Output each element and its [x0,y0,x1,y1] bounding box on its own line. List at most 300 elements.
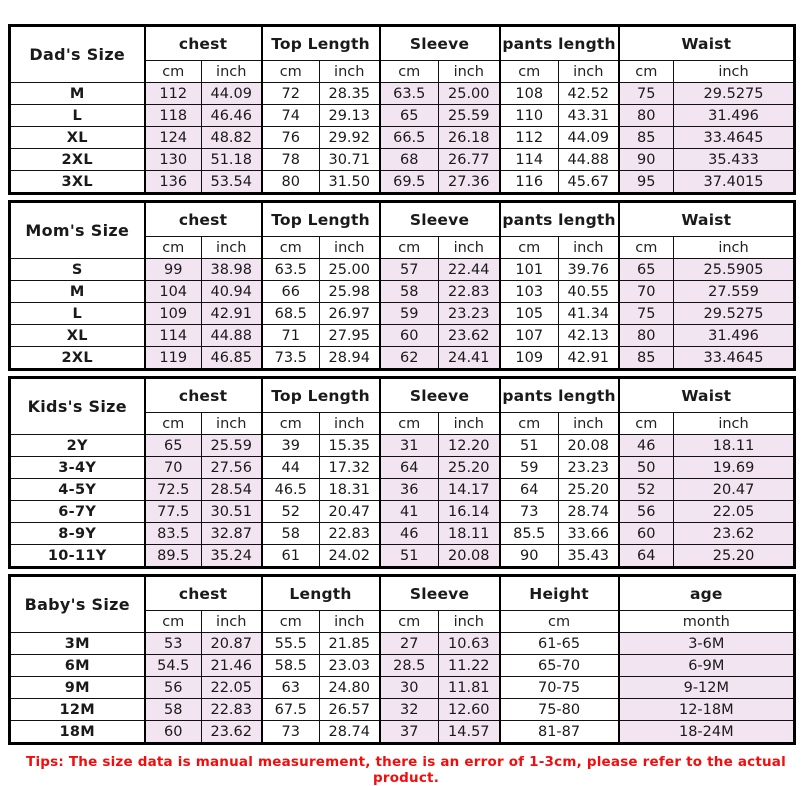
unit-header: cm [145,611,202,633]
size-value-cell: 44.88 [202,325,262,347]
size-value-cell: 112 [500,127,559,149]
column-group-header: Waist [619,202,795,237]
size-value-cell: 90 [619,149,674,171]
column-group-header: Top Length [262,202,380,237]
section-title: Kids's Size [10,378,145,435]
size-value-cell: 65 [145,435,202,457]
size-value-cell: 40.94 [202,281,262,303]
size-value-cell: 35.24 [202,545,262,568]
size-value-cell: 52 [619,479,674,501]
size-value-cell: 53.54 [202,171,262,194]
unit-header: inch [674,413,795,435]
unit-header: cm [619,237,674,259]
size-value-cell: 59 [500,457,559,479]
size-value-cell: 30.71 [320,149,380,171]
size-value-cell: 107 [500,325,559,347]
size-value-cell: 48.82 [202,127,262,149]
row-size-label: 6-7Y [10,501,145,523]
size-value-cell: 35.433 [674,149,795,171]
row-size-label: S [10,259,145,281]
size-value-cell: 103 [500,281,559,303]
table-row [10,479,795,501]
size-value-cell: 28.94 [320,347,380,370]
size-value-cell: 23.62 [674,523,795,545]
size-value-cell: 18-24M [619,721,795,744]
table-row [10,677,795,699]
table-row [10,457,795,479]
size-value-cell: 46 [380,523,439,545]
row-size-label: 2XL [10,149,145,171]
row-size-label: 2Y [10,435,145,457]
row-size-label: 6M [10,655,145,677]
column-group-header: chest [145,202,262,237]
section-title: Dad's Size [10,26,145,83]
size-value-cell: 101 [500,259,559,281]
size-value-cell: 80 [262,171,320,194]
column-group-header: Sleeve [380,26,500,61]
table-row [10,347,795,370]
size-value-cell: 58 [145,699,202,721]
size-value-cell: 28.54 [202,479,262,501]
table-row [10,171,795,194]
size-value-cell: 37 [380,721,439,744]
table-row [10,127,795,149]
size-value-cell: 31 [380,435,439,457]
row-size-label: XL [10,127,145,149]
unit-header: inch [320,237,380,259]
size-value-cell: 28.74 [320,721,380,744]
size-value-cell: 56 [145,677,202,699]
size-value-cell: 50 [619,457,674,479]
size-value-cell: 70 [619,281,674,303]
size-value-cell: 85 [619,127,674,149]
unit-header: inch [674,237,795,259]
unit-header: cm [380,611,439,633]
size-value-cell: 27.36 [439,171,500,194]
column-group-header: chest [145,576,262,611]
unit-header: inch [320,413,380,435]
size-value-cell: 31.496 [674,105,795,127]
unit-header: cm [145,413,202,435]
size-value-cell: 114 [145,325,202,347]
row-size-label: 18M [10,721,145,744]
size-value-cell: 46.5 [262,479,320,501]
size-value-cell: 112 [145,83,202,105]
size-value-cell: 66 [262,281,320,303]
size-value-cell: 54.5 [145,655,202,677]
table-row [10,281,795,303]
size-value-cell: 53 [145,633,202,655]
size-value-cell: 41 [380,501,439,523]
size-value-cell: 70 [145,457,202,479]
size-value-cell: 63.5 [262,259,320,281]
size-value-cell: 73.5 [262,347,320,370]
size-value-cell: 105 [500,303,559,325]
size-value-cell: 69.5 [380,171,439,194]
kids-s-size-table [8,376,796,569]
size-value-cell: 22.83 [320,523,380,545]
table-row [10,545,795,568]
size-value-cell: 18.31 [320,479,380,501]
column-group-header: Waist [619,378,795,413]
size-value-cell: 20.87 [202,633,262,655]
size-value-cell: 62 [380,347,439,370]
table-row [10,303,795,325]
tips-text: Tips: The size data is manual measurement, there is an error of 1-3cm, please refer to the actual product. [26,754,786,786]
size-value-cell: 73 [262,721,320,744]
size-value-cell: 25.20 [674,545,795,568]
table-row [10,325,795,347]
size-value-cell: 15.35 [320,435,380,457]
size-value-cell: 22.83 [439,281,500,303]
size-value-cell: 42.13 [559,325,619,347]
size-value-cell: 39.76 [559,259,619,281]
unit-header: cm [619,413,674,435]
size-value-cell: 26.97 [320,303,380,325]
column-group-header: chest [145,378,262,413]
size-value-cell: 44.88 [559,149,619,171]
size-value-cell: 32 [380,699,439,721]
size-value-cell: 70-75 [500,677,619,699]
row-size-label: 10-11Y [10,545,145,568]
baby-s-size-table [8,574,796,745]
column-group-header: Sleeve [380,202,500,237]
size-value-cell: 46.85 [202,347,262,370]
size-value-cell: 75-80 [500,699,619,721]
column-group-header: age [619,576,795,611]
size-value-cell: 63.5 [380,83,439,105]
size-value-cell: 72.5 [145,479,202,501]
size-value-cell: 3-6M [619,633,795,655]
size-value-cell: 27.56 [202,457,262,479]
size-value-cell: 25.20 [559,479,619,501]
mom-s-size-table [8,200,796,371]
column-group-header: pants length [500,378,619,413]
size-value-cell: 95 [619,171,674,194]
size-value-cell: 25.00 [439,83,500,105]
size-value-cell: 64 [619,545,674,568]
size-value-cell: 60 [619,523,674,545]
size-value-cell: 9-12M [619,677,795,699]
size-value-cell: 46.46 [202,105,262,127]
unit-header: cm [145,61,202,83]
size-value-cell: 44 [262,457,320,479]
size-value-cell: 52 [262,501,320,523]
size-value-cell: 40.55 [559,281,619,303]
size-value-cell: 71 [262,325,320,347]
size-value-cell: 66.5 [380,127,439,149]
size-value-cell: 72 [262,83,320,105]
size-value-cell: 65 [619,259,674,281]
size-value-cell: 119 [145,347,202,370]
size-value-cell: 11.81 [439,677,500,699]
size-value-cell: 46 [619,435,674,457]
size-value-cell: 23.23 [559,457,619,479]
unit-header: month [619,611,795,633]
size-value-cell: 75 [619,83,674,105]
size-value-cell: 32.87 [202,523,262,545]
size-value-cell: 61-65 [500,633,619,655]
size-value-cell: 28.5 [380,655,439,677]
size-value-cell: 26.57 [320,699,380,721]
unit-header: cm [619,61,674,83]
size-value-cell: 108 [500,83,559,105]
unit-header: inch [559,413,619,435]
size-value-cell: 20.08 [439,545,500,568]
size-value-cell: 60 [380,325,439,347]
size-value-cell: 80 [619,105,674,127]
size-value-cell: 65-70 [500,655,619,677]
size-value-cell: 114 [500,149,559,171]
size-value-cell: 118 [145,105,202,127]
size-value-cell: 26.18 [439,127,500,149]
size-value-cell: 33.4645 [674,127,795,149]
unit-header: inch [439,237,500,259]
size-tables-container [8,24,804,745]
size-value-cell: 14.17 [439,479,500,501]
unit-header: cm [380,237,439,259]
section-title: Baby's Size [10,576,145,633]
size-value-cell: 11.22 [439,655,500,677]
size-value-cell: 59 [380,303,439,325]
size-value-cell: 29.5275 [674,83,795,105]
unit-header: inch [439,611,500,633]
size-value-cell: 109 [145,303,202,325]
row-size-label: XL [10,325,145,347]
row-size-label: L [10,303,145,325]
row-size-label: 9M [10,677,145,699]
size-value-cell: 29.13 [320,105,380,127]
size-value-cell: 42.91 [202,303,262,325]
unit-header: inch [202,413,262,435]
size-value-cell: 51 [500,435,559,457]
size-value-cell: 65 [380,105,439,127]
column-group-header: pants length [500,26,619,61]
size-value-cell: 23.62 [439,325,500,347]
size-value-cell: 36 [380,479,439,501]
size-value-cell: 18.11 [674,435,795,457]
size-value-cell: 42.91 [559,347,619,370]
table-row [10,435,795,457]
size-value-cell: 56 [619,501,674,523]
column-group-header: Sleeve [380,576,500,611]
size-value-cell: 85.5 [500,523,559,545]
unit-header: cm [500,237,559,259]
column-group-header: Waist [619,26,795,61]
size-value-cell: 22.05 [674,501,795,523]
size-value-cell: 58 [380,281,439,303]
size-value-cell: 64 [380,457,439,479]
size-value-cell: 80 [619,325,674,347]
size-value-cell: 14.57 [439,721,500,744]
row-size-label: M [10,83,145,105]
column-group-header: pants length [500,202,619,237]
size-value-cell: 73 [500,501,559,523]
size-value-cell: 23.23 [439,303,500,325]
row-size-label: M [10,281,145,303]
unit-header: inch [439,61,500,83]
size-value-cell: 55.5 [262,633,320,655]
size-value-cell: 43.31 [559,105,619,127]
size-value-cell: 38.98 [202,259,262,281]
size-value-cell: 63 [262,677,320,699]
size-value-cell: 33.66 [559,523,619,545]
size-value-cell: 24.41 [439,347,500,370]
size-value-cell: 22.44 [439,259,500,281]
table-row [10,633,795,655]
unit-header: cm [262,237,320,259]
section-title: Mom's Size [10,202,145,259]
size-value-cell: 25.59 [202,435,262,457]
size-value-cell: 20.08 [559,435,619,457]
size-value-cell: 110 [500,105,559,127]
unit-header: inch [559,237,619,259]
size-value-cell: 77.5 [145,501,202,523]
size-value-cell: 104 [145,281,202,303]
size-value-cell: 75 [619,303,674,325]
size-value-cell: 29.5275 [674,303,795,325]
unit-header: inch [202,237,262,259]
unit-header: cm [145,237,202,259]
size-value-cell: 76 [262,127,320,149]
size-value-cell: 44.09 [559,127,619,149]
size-value-cell: 6-9M [619,655,795,677]
unit-header: inch [674,61,795,83]
table-row [10,523,795,545]
size-value-cell: 99 [145,259,202,281]
column-group-header: Sleeve [380,378,500,413]
size-value-cell: 25.00 [320,259,380,281]
size-value-cell: 16.14 [439,501,500,523]
size-value-cell: 51.18 [202,149,262,171]
size-value-cell: 67.5 [262,699,320,721]
row-size-label: 2XL [10,347,145,370]
size-value-cell: 35.43 [559,545,619,568]
unit-header: inch [320,611,380,633]
unit-header: inch [559,61,619,83]
size-value-cell: 58 [262,523,320,545]
size-value-cell: 89.5 [145,545,202,568]
size-value-cell: 22.05 [202,677,262,699]
size-value-cell: 41.34 [559,303,619,325]
table-row [10,83,795,105]
size-value-cell: 17.32 [320,457,380,479]
size-value-cell: 18.11 [439,523,500,545]
size-value-cell: 31.496 [674,325,795,347]
row-size-label: 3XL [10,171,145,194]
unit-header: cm [262,611,320,633]
table-row [10,105,795,127]
unit-header: cm [380,413,439,435]
unit-header: cm [380,61,439,83]
size-value-cell: 25.59 [439,105,500,127]
size-value-cell: 12-18M [619,699,795,721]
size-value-cell: 23.62 [202,721,262,744]
size-value-cell: 30 [380,677,439,699]
unit-header: inch [202,61,262,83]
table-row [10,149,795,171]
size-value-cell: 78 [262,149,320,171]
column-group-header: Length [262,576,380,611]
size-value-cell: 12.20 [439,435,500,457]
size-value-cell: 28.35 [320,83,380,105]
column-group-header: Height [500,576,619,611]
size-value-cell: 33.4645 [674,347,795,370]
dad-s-size-table [8,24,796,195]
size-value-cell: 24.80 [320,677,380,699]
size-value-cell: 31.50 [320,171,380,194]
size-value-cell: 58.5 [262,655,320,677]
row-size-label: 4-5Y [10,479,145,501]
row-size-label: 3M [10,633,145,655]
unit-header: cm [500,611,619,633]
size-value-cell: 19.69 [674,457,795,479]
size-value-cell: 68.5 [262,303,320,325]
size-value-cell: 44.09 [202,83,262,105]
size-value-cell: 68 [380,149,439,171]
size-value-cell: 26.77 [439,149,500,171]
size-value-cell: 74 [262,105,320,127]
size-value-cell: 109 [500,347,559,370]
size-value-cell: 10.63 [439,633,500,655]
size-value-cell: 25.5905 [674,259,795,281]
size-value-cell: 130 [145,149,202,171]
size-value-cell: 29.92 [320,127,380,149]
size-value-cell: 22.83 [202,699,262,721]
size-value-cell: 85 [619,347,674,370]
size-value-cell: 23.03 [320,655,380,677]
size-value-cell: 42.52 [559,83,619,105]
unit-header: cm [262,413,320,435]
column-group-header: chest [145,26,262,61]
size-value-cell: 90 [500,545,559,568]
size-value-cell: 27.559 [674,281,795,303]
size-value-cell: 20.47 [320,501,380,523]
size-value-cell: 27.95 [320,325,380,347]
unit-header: cm [500,413,559,435]
size-value-cell: 60 [145,721,202,744]
size-value-cell: 83.5 [145,523,202,545]
table-row [10,655,795,677]
unit-header: cm [262,61,320,83]
size-value-cell: 37.4015 [674,171,795,194]
table-row [10,501,795,523]
table-row [10,699,795,721]
unit-header: inch [439,413,500,435]
row-size-label: L [10,105,145,127]
size-value-cell: 39 [262,435,320,457]
size-value-cell: 24.02 [320,545,380,568]
row-size-label: 3-4Y [10,457,145,479]
size-value-cell: 45.67 [559,171,619,194]
size-value-cell: 124 [145,127,202,149]
column-group-header: Top Length [262,378,380,413]
size-value-cell: 61 [262,545,320,568]
size-value-cell: 25.20 [439,457,500,479]
column-group-header: Top Length [262,26,380,61]
size-value-cell: 116 [500,171,559,194]
size-value-cell: 136 [145,171,202,194]
size-value-cell: 25.98 [320,281,380,303]
size-value-cell: 51 [380,545,439,568]
unit-header: inch [202,611,262,633]
size-value-cell: 21.46 [202,655,262,677]
row-size-label: 8-9Y [10,523,145,545]
size-value-cell: 20.47 [674,479,795,501]
table-row [10,259,795,281]
size-value-cell: 64 [500,479,559,501]
table-row [10,721,795,744]
